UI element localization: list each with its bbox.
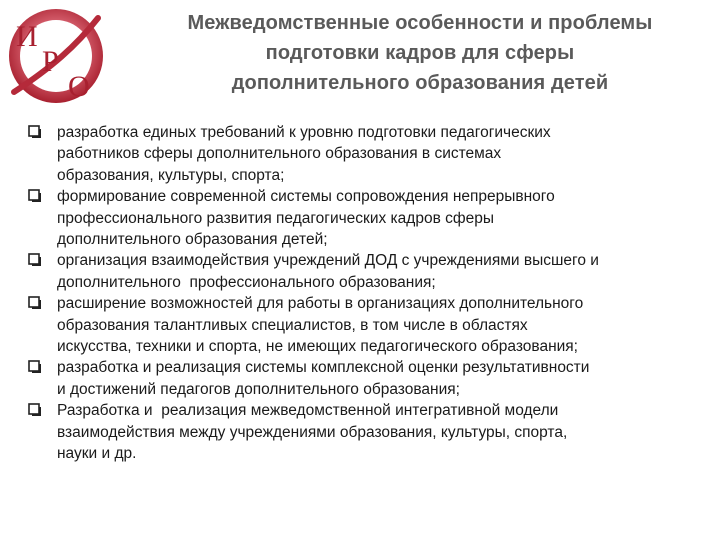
list-item-text: профессионального развития педагогических кадров сферы — [57, 209, 495, 227]
list-item — [28, 293, 708, 357]
list-item-text: организация взаимодействия учреждений ДОД с учреждениями высшего и — [57, 252, 599, 270]
bullet-list — [28, 122, 708, 465]
checkbox-bullet-icon — [28, 296, 42, 310]
checkbox-bullet-icon — [28, 189, 42, 203]
list-item-text: разработка единых требований к уровню подготовки педагогических — [57, 124, 551, 141]
list-item — [28, 186, 708, 250]
list-item-text: образования талантливых специалистов, в том числе в областях — [57, 316, 528, 334]
slide-title-line: Межведомственные особенности и проблемы — [187, 12, 653, 34]
list-item-text: разработка и реализация системы комплексной оценки результативности — [57, 359, 590, 377]
slide-title-line: подготовки кадров для сферы — [265, 42, 575, 64]
logo-letter-1: И — [16, 20, 38, 53]
slide-title-line: дополнительного образования детей — [231, 72, 609, 94]
list-item — [28, 250, 708, 293]
checkbox-bullet-icon — [28, 360, 42, 374]
checkbox-bullet-icon — [28, 253, 42, 267]
list-item — [28, 122, 708, 186]
list-item-text: науки и др. — [57, 445, 137, 463]
list-item-text: образования, культуры, спорта; — [57, 166, 285, 184]
logo-letter-2: Р — [42, 45, 59, 78]
slide-title — [120, 8, 720, 98]
list-item-text: расширение возможностей для работы в организациях дополнительного — [57, 295, 584, 313]
logo-letter-3: О — [68, 70, 90, 103]
list-item-text: работников сферы дополнительного образования в системах — [57, 145, 502, 163]
checkbox-bullet-icon — [28, 403, 42, 417]
checkbox-bullet-icon — [28, 125, 42, 139]
list-item-text: взаимодействия между учреждениями образования, культуры, спорта, — [57, 423, 568, 441]
list-item — [28, 400, 708, 464]
list-item-text: искусства, техники и спорта, не имеющих педагогического образования; — [57, 338, 578, 356]
list-item — [28, 357, 708, 400]
list-item-text: дополнительного образования детей; — [57, 231, 328, 249]
list-item-text: дополнительного профессионального образования; — [57, 273, 436, 291]
iro-logo — [6, 6, 106, 106]
list-item-text: и достижений педагогов дополнительного образования; — [57, 380, 460, 398]
list-item-text: Разработка и реализация межведомственной интегративной модели — [57, 402, 559, 420]
list-item-text: формирование современной системы сопровождения непрерывного — [57, 188, 555, 206]
